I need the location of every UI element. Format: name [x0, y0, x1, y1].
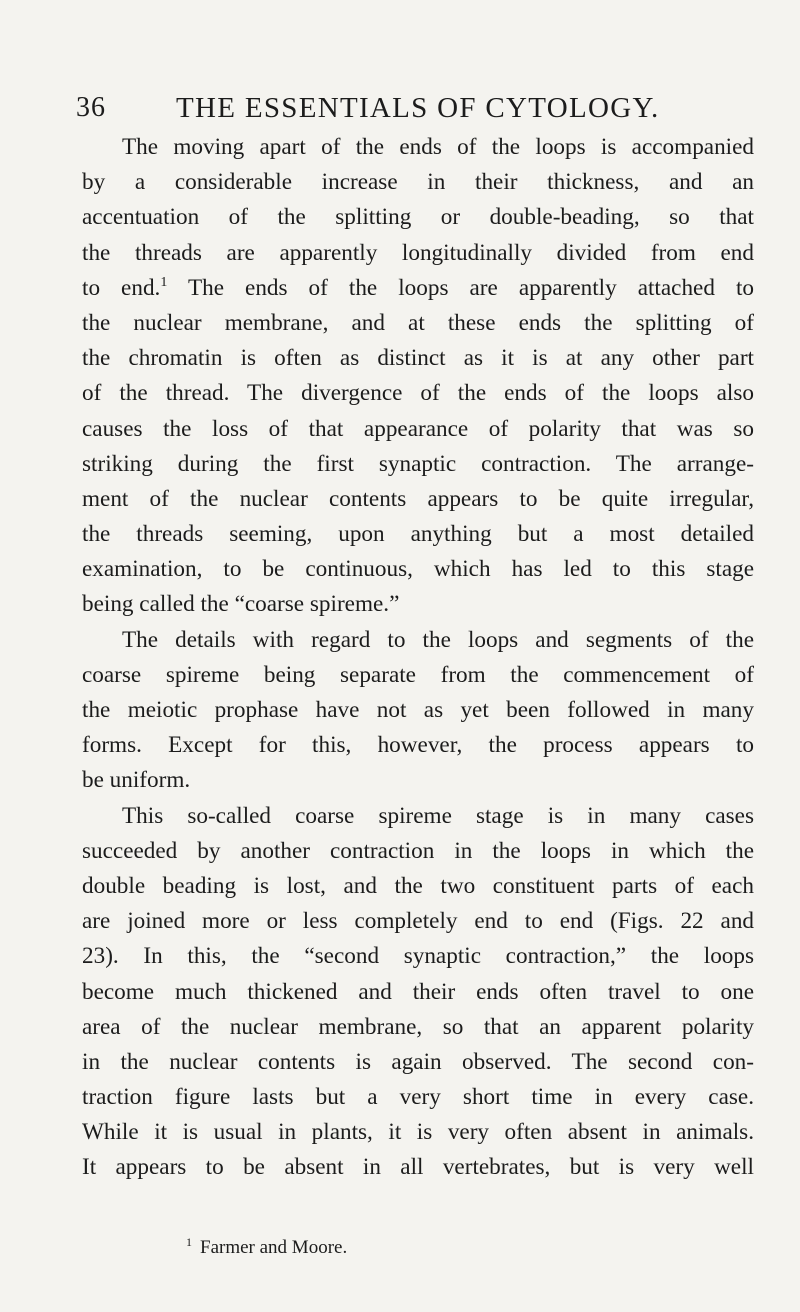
text-line: 23). In this, the “second synaptic contraction,” the loops — [82, 943, 754, 970]
footnote-text: Farmer and Moore. — [200, 1237, 348, 1258]
footnote — [186, 1235, 347, 1261]
text-line: examination, to be continuous, which has led to this stage — [82, 556, 754, 583]
text-line: It appears to be absent in all vertebrates, but is very well — [82, 1154, 754, 1181]
text-line: traction figure lasts but a very short time in every case. — [82, 1084, 754, 1111]
text-line: the meiotic prophase have not as yet been followed in many — [82, 697, 754, 723]
page-header — [76, 88, 756, 128]
page-number: 36 — [76, 92, 106, 123]
body-text — [82, 130, 754, 1186]
text-line: accentuation of the splitting or double-beading, so that — [82, 204, 754, 231]
text-line: be uniform. — [82, 767, 191, 794]
text-line: ment of the nuclear contents appears to be quite irregular, — [82, 485, 754, 512]
running-title: THE ESSENTIALS OF CYTOLOGY. — [176, 92, 660, 124]
text-line: the nuclear membrane, and at these ends the splitting of — [82, 309, 754, 336]
footnote-marker: 1 — [186, 1235, 192, 1249]
text-line: the chromatin is often as distinct as it is at any other part — [82, 345, 754, 372]
footnote-reference: 1 — [160, 274, 168, 290]
text-line-start: to end. — [82, 274, 161, 301]
text-line: causes the loss of that appearance of polarity that was so — [82, 415, 754, 442]
text-line: The moving apart of the ends of the loops is accompanied — [122, 134, 754, 160]
text-line: are joined more or less completely end to end (Figs. 22 and — [82, 908, 754, 935]
text-line: forms. Except for this, however, the process appears to — [82, 732, 754, 759]
text-line: This so-called coarse spireme stage is in many cases — [122, 802, 754, 829]
text-line-end: The ends of the loops are apparently attached to — [187, 274, 754, 301]
text-line: the threads seeming, upon anything but a most detailed — [82, 521, 754, 548]
text-line: The details with regard to the loops and segments of the — [122, 626, 754, 653]
text-line: become much thickened and their ends often travel to one — [82, 978, 754, 1005]
text-line: the threads are apparently longitudinally divided from end — [82, 239, 754, 266]
text-line: by a considerable increase in their thickness, and an — [82, 169, 754, 196]
text-line: succeeded by another contraction in the loops in which the — [82, 837, 754, 864]
text-line: of the thread. The divergence of the ends of the loops also — [82, 380, 754, 407]
text-line — [82, 271, 754, 306]
text-line: being called the “coarse spireme.” — [82, 591, 400, 618]
text-line: striking during the first synaptic contraction. The arrange- — [82, 450, 754, 477]
text-line: area of the nuclear membrane, so that an apparent polarity — [82, 1013, 754, 1040]
text-line: in the nuclear contents is again observed. The second con- — [82, 1048, 754, 1075]
text-line: double beading is lost, and the two constituent parts of each — [82, 872, 754, 899]
text-line: While it is usual in plants, it is very often absent in animals. — [82, 1119, 754, 1146]
text-line: coarse spireme being separate from the commencement of — [82, 661, 754, 688]
